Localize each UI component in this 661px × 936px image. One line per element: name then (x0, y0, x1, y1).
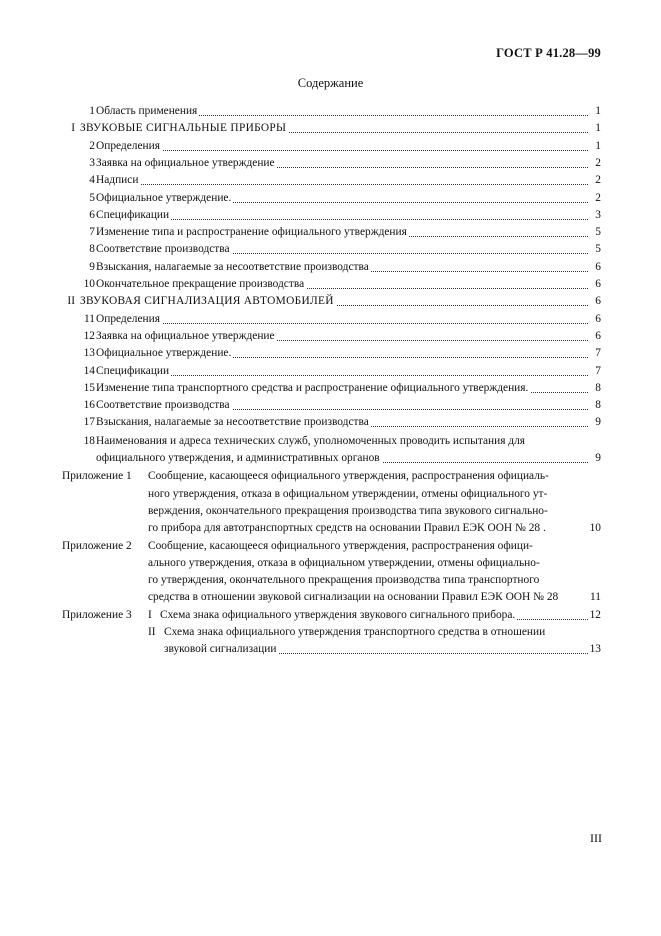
entry-number: 3 (89, 156, 95, 169)
entry-title: Изменение типа и распространение официального утверждения (96, 224, 409, 241)
appendix-label: Приложение 1 (62, 470, 132, 483)
entry-page: 2 (595, 156, 601, 169)
entry-title: официального утверждения, и административных органов (96, 450, 382, 467)
appendix-text: Сообщение, касающееся официального утверждения, распространения официаль- (148, 468, 551, 485)
entry-title: Определения (96, 311, 162, 328)
appendix-label: Приложение 2 (62, 539, 132, 552)
page-number: III (590, 831, 602, 845)
entry-page: 2 (595, 191, 601, 204)
entry-number: 6 (89, 208, 95, 221)
entry-title: Окончательное прекращение производства (96, 276, 306, 293)
entry-title: ЗВУКОВАЯ СИГНАЛИЗАЦИЯ АВТОМОБИЛЕЙ (80, 293, 336, 310)
appendix-entry-line[interactable] (0, 503, 661, 520)
appendix-text: Схема знака официального утверждения транспортного средства в отношении (164, 624, 547, 641)
entry-title: Надписи (96, 172, 140, 189)
dot-leader (96, 150, 588, 151)
entry-title: Заявка на официальное утверждение (96, 328, 277, 345)
entry-title: Взыскания, налагаемые за несоответствие производства (96, 414, 371, 431)
entry-title: Официальное утверждение. (96, 190, 233, 207)
entry-title: Соответствие производства (96, 397, 232, 414)
entry-page: 5 (595, 243, 601, 256)
entry-number: I (148, 607, 154, 624)
entry-page: 6 (595, 329, 601, 342)
appendix-text: го прибора для автотранспортных средств на основании Правил ЕЭК ООН № 28 . (148, 520, 548, 537)
entry-number: 1 (89, 105, 95, 117)
appendix-entry-line[interactable] (0, 486, 661, 503)
entry-title: Спецификации (96, 363, 171, 380)
entry-number: 8 (89, 243, 95, 256)
toc-entry[interactable] (0, 276, 661, 293)
dot-leader (96, 184, 588, 185)
toc-entry[interactable] (0, 328, 661, 345)
appendix-text: Сообщение, касающееся официального утверждения, распространения офици- (148, 538, 535, 555)
appendix-entry[interactable] (0, 538, 661, 555)
entry-number: 15 (83, 381, 95, 394)
toc-entry[interactable] (0, 414, 661, 431)
appendix-entry-line[interactable] (0, 572, 661, 589)
dot-leader (96, 323, 588, 324)
entry-title: Область применения (96, 103, 199, 120)
appendix-entry-line[interactable] (0, 555, 661, 572)
toc-entry[interactable] (0, 259, 661, 276)
entry-page: 3 (595, 208, 601, 221)
entry-title: Изменение типа транспортного средства и распространение официального утверждения. (96, 380, 530, 397)
entry-page: 7 (595, 347, 601, 360)
entry-page: 8 (595, 381, 601, 394)
entry-page: 9 (595, 416, 601, 429)
entry-number: 7 (89, 226, 95, 239)
entry-number: 17 (83, 416, 95, 429)
entry-number: 18 (83, 434, 95, 447)
entry-number: 14 (83, 364, 95, 377)
toc-entry-continuation[interactable] (0, 450, 661, 467)
entry-number: 10 (83, 278, 95, 290)
appendix-text: ального утверждения, отказа в официальном утверждении, отмены официально- (148, 555, 542, 572)
appendix-entry-line[interactable] (0, 589, 661, 606)
entry-page: 6 (595, 312, 601, 325)
toc-entry[interactable] (0, 311, 661, 328)
entry-page: 5 (595, 226, 601, 239)
entry-page: 6 (595, 278, 601, 290)
entry-page: 11 (590, 591, 601, 604)
entry-number: 5 (89, 191, 95, 204)
entry-page: 6 (595, 295, 601, 308)
appendix-entry[interactable] (0, 468, 661, 485)
appendix-text: верждения, окончательного прекращения производства типа звукового сигнально- (148, 503, 550, 520)
entry-page: 13 (589, 643, 601, 656)
entry-number: II (148, 624, 158, 641)
entry-number: 2 (89, 139, 95, 152)
appendix-entry-line[interactable] (0, 624, 661, 641)
toc-entry[interactable] (0, 293, 661, 310)
toc-title: Содержание (297, 76, 364, 90)
entry-number: II (67, 295, 75, 308)
toc-entry[interactable] (0, 397, 661, 414)
appendix-text: Схема знака официального утверждения звукового сигнального прибора. (160, 607, 517, 624)
appendix-text: ного утверждения, отказа в официальном утверждении, отмены официального ут- (148, 486, 549, 503)
appendix-label: Приложение 3 (62, 608, 132, 621)
entry-title: Официальное утверждение. (96, 345, 233, 362)
toc-entry[interactable] (0, 433, 661, 450)
entry-page: 10 (589, 522, 601, 535)
entry-page: 8 (595, 399, 601, 412)
toc-entry[interactable] (0, 155, 661, 172)
toc-entry[interactable] (0, 103, 661, 120)
toc-entry[interactable] (0, 138, 661, 155)
appendix-entry-line[interactable] (0, 520, 661, 537)
entry-title: Спецификации (96, 207, 171, 224)
toc-entry[interactable] (0, 241, 661, 258)
entry-title: звуковой сигнализации (164, 641, 278, 658)
entry-number: 16 (83, 399, 95, 412)
entry-number: 12 (83, 329, 95, 342)
toc-entry[interactable] (0, 190, 661, 207)
entry-title: ЗВУКОВЫЕ СИГНАЛЬНЫЕ ПРИБОРЫ (80, 120, 288, 137)
appendix-text: средства в отношении звуковой сигнализации на основании Правил ЕЭК ООН № 28 (148, 589, 560, 606)
toc-entry[interactable] (0, 380, 661, 397)
appendix-entry-line[interactable] (0, 641, 661, 658)
appendix-text: го утверждения, окончательного прекращения производства типа транспортного (148, 572, 541, 589)
toc-entry[interactable] (0, 224, 661, 241)
entry-title: Наименования и адреса технических служб, уполномоченных проводить испытания для (96, 433, 527, 450)
toc-entry[interactable] (0, 120, 661, 137)
entry-title: Определения (96, 138, 162, 155)
appendix-entry[interactable] (0, 607, 661, 624)
entry-page: 9 (595, 452, 601, 464)
entry-number: 11 (84, 312, 95, 325)
toc-entry[interactable] (0, 363, 661, 380)
entry-number: 13 (83, 347, 95, 360)
entry-page: 7 (595, 364, 601, 377)
entry-page: 1 (595, 122, 601, 135)
entry-page: 2 (595, 174, 601, 187)
entry-number: 4 (89, 174, 95, 187)
entry-page: 1 (595, 105, 601, 117)
entry-title: Взыскания, налагаемые за несоответствие производства (96, 259, 371, 276)
entry-title: Заявка на официальное утверждение (96, 155, 277, 172)
entry-page: 1 (595, 139, 601, 152)
entry-title: Соответствие производства (96, 241, 232, 258)
entry-number: 9 (89, 260, 95, 273)
entry-page: 6 (595, 260, 601, 273)
toc-entry[interactable] (0, 207, 661, 224)
toc-entry[interactable] (0, 345, 661, 362)
toc-entry[interactable] (0, 172, 661, 189)
entry-number: I (71, 122, 75, 135)
document-code: ГОСТ Р 41.28—99 (496, 46, 601, 60)
entry-page: 12 (589, 608, 601, 621)
